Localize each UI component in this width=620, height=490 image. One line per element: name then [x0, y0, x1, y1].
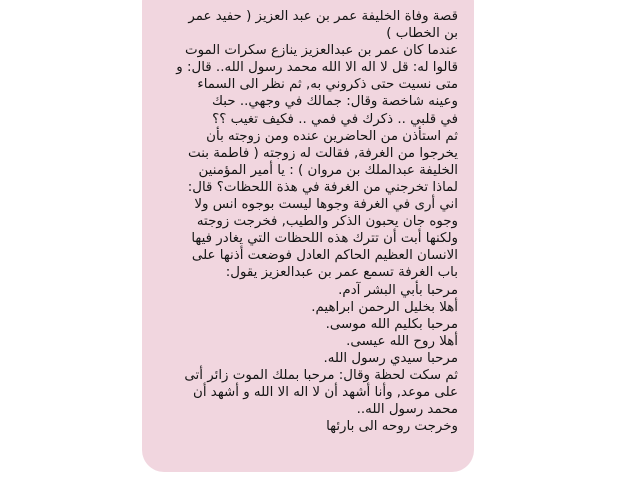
message-line: متى نسيت حتى ذكروني به, ثم نظر الى السماء — [197, 77, 458, 93]
message-line: الانسان العظيم الحاكم العادل فوضعت أذنها على — [191, 248, 458, 264]
message-line: أهلا روح الله عيسى. — [346, 333, 458, 349]
message-line: مرحبا بأبي البشر آدم. — [338, 282, 458, 298]
message-bubble — [142, 0, 474, 472]
message-line: قالوا له: قل لا اله الا الله محمد رسول الله.. قال: و — [176, 60, 458, 76]
message-line: قصة وفاة الخليفة عمر بن عبد العزيز ( حفيد عمر — [188, 9, 458, 24]
message-line: مرحبا بكليم الله موسى. — [325, 316, 458, 332]
message-line: أهلا بخليل الرحمن ابراهيم. — [311, 299, 458, 315]
message-line: ولكنها أبت أن تترك هذه اللحظات التي يغادر فيها — [191, 231, 458, 247]
message-line: اني أرى في الغرفة وجوها ليست بوجوه انس ولا — [194, 197, 458, 213]
message-line: وعينه شاخصة وقال: جمالك في وجهي.. حبك — [211, 94, 458, 110]
message-line: لماذا تخرجني من الغرفة في هذة اللحظات؟ قال: — [187, 179, 458, 195]
message-line: ثم سكت لحظة وقال: مرحبا بملك الموت زائر أتى — [184, 367, 458, 383]
message-line: في قلبي .. ذكرك في فمي .. فكيف تغيب ؟؟ — [212, 111, 458, 127]
message-line: بن الخطاب ) — [386, 26, 458, 42]
message-line: مرحبا سيدي رسول الله. — [323, 350, 458, 366]
message-text — [150, 8, 458, 435]
message-line: وخرجت روحه الى بارئها — [326, 419, 458, 435]
message-line: محمد رسول الله.. — [356, 402, 458, 418]
message-line: الخليفة عبدالملك بن مروان ) : يا أمير المؤمنين — [198, 162, 458, 178]
message-line: باب الغرفة تسمع عمر بن عبدالعزيز يقول: — [225, 265, 458, 281]
message-line: عندما كان عمر بن عبدالعزيز ينازع سكرات الموت — [185, 43, 458, 59]
message-line: على موعد, وأنا أشهد أن لا اله الا الله و أشهد أن — [192, 385, 458, 401]
message-line: وجوه جان يحبون الذكر والطيب, فخرجت زوجته — [196, 214, 458, 230]
message-line: ثم استأذن من الحاضرين عنده ومن زوجته بأن — [206, 128, 458, 144]
message-line: يخرجوا من الغرفة, فقالت له زوجته ( فاطمة بنت — [188, 145, 458, 161]
